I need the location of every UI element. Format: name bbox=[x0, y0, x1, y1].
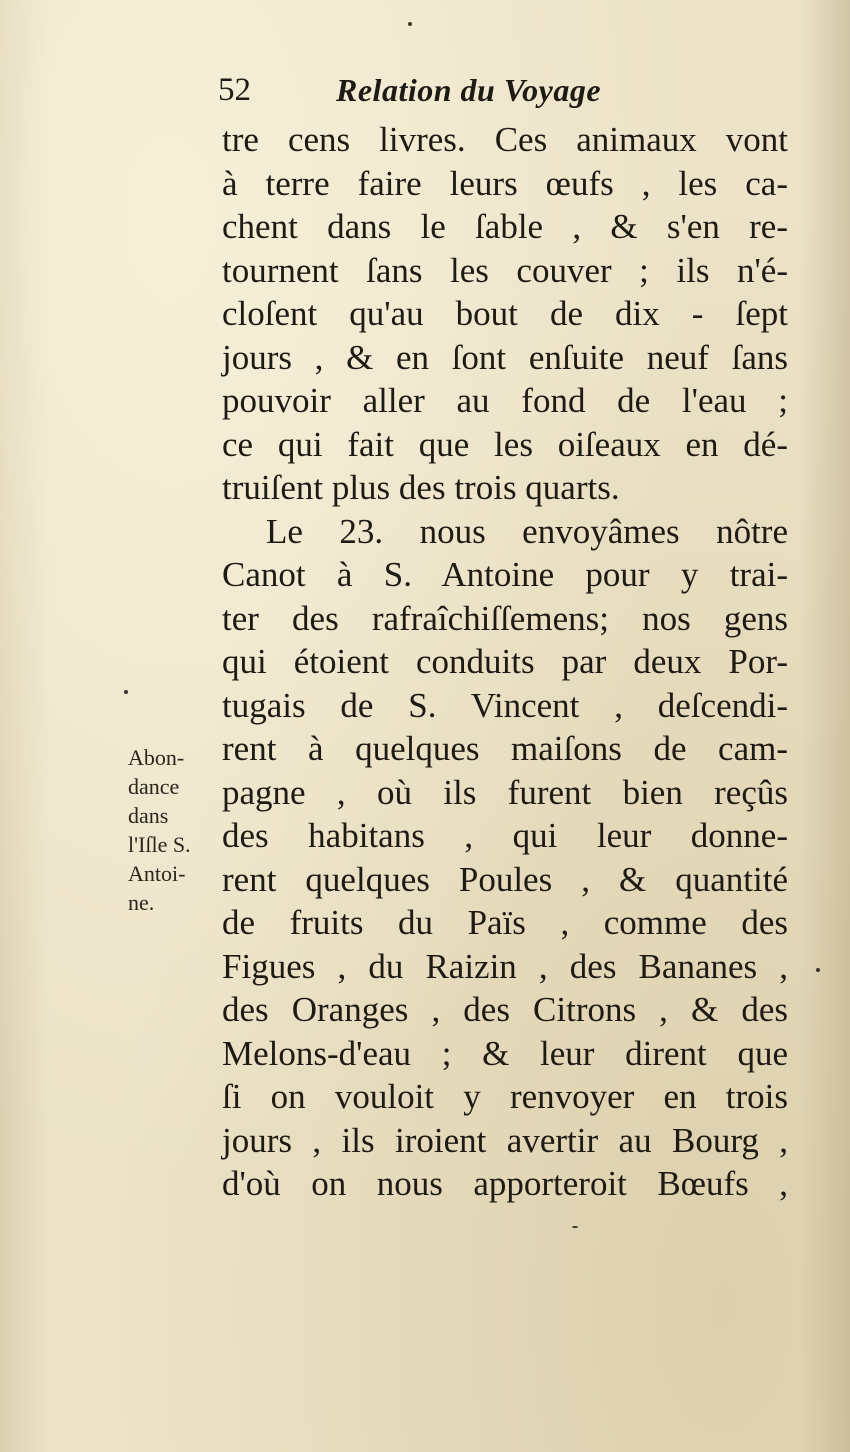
ink-speck bbox=[124, 690, 128, 694]
text-line: Melons-d'eau ; & leur dirent que bbox=[222, 1033, 788, 1073]
text-line: tournent ſans les couver ; ils n'é- bbox=[222, 250, 788, 290]
text-line: à terre faire leurs œufs , les ca- bbox=[222, 163, 788, 203]
margin-note-line: dans bbox=[128, 803, 169, 828]
text-line: de fruits du Païs , comme des bbox=[222, 903, 788, 942]
text-line: truiſent plus des trois quarts. bbox=[222, 468, 620, 507]
body-text bbox=[222, 118, 788, 1206]
margin-note-line: ne. bbox=[128, 890, 155, 915]
ink-speck bbox=[816, 968, 820, 972]
text-line: des Oranges , des Citrons , & des bbox=[222, 990, 788, 1029]
page-number: 52 bbox=[218, 72, 251, 108]
running-title: Relation du Voyage bbox=[336, 72, 602, 108]
margin-note-line: dance bbox=[128, 774, 180, 799]
text-line: pagne , où ils furent bien reçûs bbox=[222, 772, 788, 812]
text-line: rent quelques Poules , & quantité bbox=[222, 859, 788, 899]
text-line: rent à quelques maiſons de cam- bbox=[222, 729, 788, 768]
text-line: des habitans , qui leur donne- bbox=[222, 816, 788, 855]
text-line: pouvoir aller au fond de l'eau ; bbox=[222, 381, 788, 420]
page-header bbox=[218, 72, 648, 116]
text-line: Figues , du Raizin , des Bananes , bbox=[222, 946, 788, 986]
text-line: qui étoient conduits par deux Por- bbox=[222, 642, 788, 681]
text-line: ce qui fait que les oiſeaux en dé- bbox=[222, 424, 788, 464]
text-line: tre cens livres. Ces animaux vont bbox=[222, 120, 788, 159]
paragraph-start-line: Le 23. nous envoyâmes nôtre bbox=[266, 511, 788, 551]
text-line: Canot à S. Antoine pour y trai- bbox=[222, 555, 788, 594]
text-line: cloſent qu'au bout de dix - ſept bbox=[222, 294, 788, 333]
text-line: tugais de S. Vincent , deſcendi- bbox=[222, 685, 788, 725]
margin-note bbox=[128, 743, 220, 917]
margin-note-line: l'Iſle S. bbox=[128, 832, 191, 857]
text-line: ſi on vouloit y renvoyer en trois bbox=[222, 1077, 788, 1116]
text-line: d'où on nous apporteroit Bœufs , bbox=[222, 1164, 788, 1203]
text-line: chent dans le ſable , & s'en re- bbox=[222, 207, 788, 246]
margin-note-line: Abon- bbox=[128, 745, 185, 770]
text-line: jours , & en ſont enſuite neuf ſans bbox=[222, 337, 788, 377]
ink-speck bbox=[408, 22, 412, 26]
margin-note-line: Antoi- bbox=[128, 861, 186, 886]
ink-speck bbox=[572, 1226, 578, 1228]
text-line: jours , ils iroient avertir au Bourg , bbox=[222, 1120, 788, 1160]
text-line: ter des rafraîchiſſemens; nos gens bbox=[222, 598, 788, 638]
